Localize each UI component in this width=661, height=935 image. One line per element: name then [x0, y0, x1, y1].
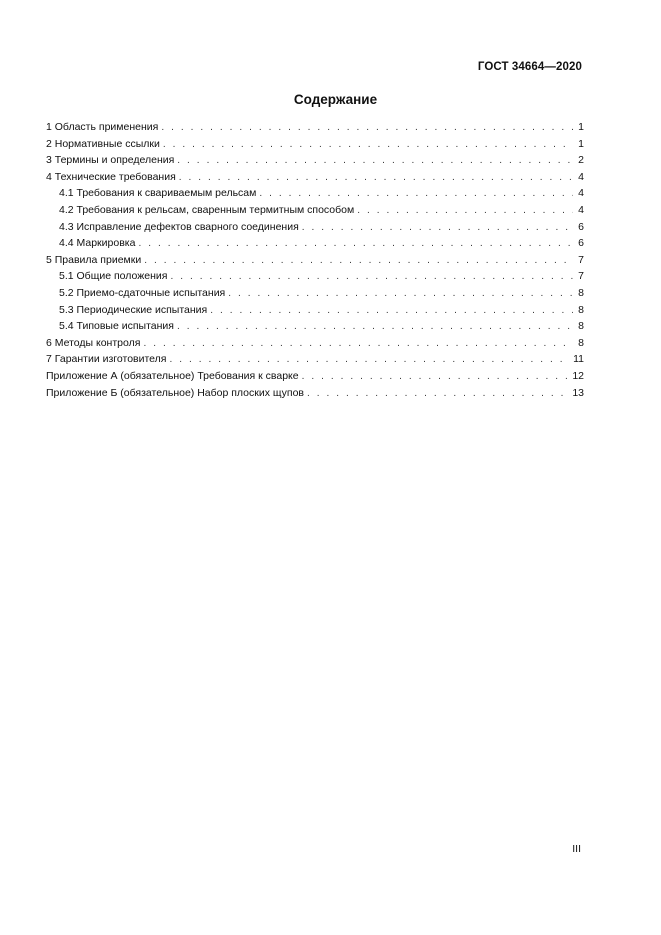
- toc-entry-label: 4.2 Требования к рельсам, сваренным термитным способом: [59, 203, 355, 216]
- toc-entry-page: 1: [578, 121, 584, 133]
- toc-entry-page: 12: [572, 369, 584, 382]
- toc-entry-page: 6: [578, 220, 584, 233]
- toc-subentry[interactable]: [46, 235, 584, 252]
- toc-entry-page: 7: [578, 253, 584, 266]
- toc-dot-leader: [302, 369, 570, 386]
- toc-entry-page: 4: [578, 170, 584, 183]
- toc-entry-label: 3 Термины и определения: [46, 154, 175, 167]
- toc-entry[interactable]: [46, 385, 584, 402]
- toc-entry-page: 8: [578, 320, 584, 333]
- toc-entry-label: 4.1 Требования к свариваемым рельсам: [59, 187, 257, 200]
- toc-entry-label: 5 Правила приемки: [46, 253, 142, 266]
- toc-entry-page: 8: [578, 286, 584, 299]
- toc-dot-leader: [177, 319, 573, 336]
- toc-entry-page: 1: [578, 137, 584, 150]
- toc-entry-label: 4.4 Маркировка: [59, 237, 136, 250]
- toc-entry-page: 6: [578, 237, 584, 250]
- toc-dot-leader: [161, 120, 573, 137]
- toc-dot-leader: [259, 186, 573, 203]
- toc-entry-label: 2 Нормативные ссылки: [46, 137, 160, 150]
- toc-title: Содержание: [293, 92, 378, 107]
- toc-entry[interactable]: [46, 351, 584, 368]
- toc-dot-leader: [302, 220, 573, 237]
- toc-entry-page: 8: [578, 303, 584, 316]
- toc-entry[interactable]: [46, 136, 584, 153]
- toc-list: [46, 119, 584, 401]
- toc-entry-label: Приложение Б (обязательное) Набор плоских щупов: [46, 386, 304, 399]
- toc-subentry[interactable]: [46, 202, 584, 219]
- toc-entry-label: 1 Область применения: [46, 121, 159, 133]
- toc-entry-label: 5.2 Приемо-сдаточные испытания: [59, 286, 226, 299]
- toc-dot-leader: [228, 286, 573, 303]
- toc-entry-label: 4.3 Исправление дефектов сварного соединения: [59, 220, 299, 233]
- toc-entry[interactable]: [46, 169, 584, 186]
- toc-dot-leader: [357, 203, 573, 220]
- toc-entry-page: 11: [573, 353, 584, 366]
- toc-dot-leader: [163, 137, 573, 154]
- toc-entry-page: 4: [578, 203, 584, 216]
- toc-entry[interactable]: [46, 335, 584, 352]
- toc-dot-leader: [144, 253, 573, 270]
- toc-subentry[interactable]: [46, 268, 584, 285]
- toc-subentry[interactable]: [46, 318, 584, 335]
- toc-entry-page: 2: [578, 154, 584, 167]
- toc-dot-leader: [169, 352, 570, 369]
- toc-entry-label: Приложение А (обязательное) Требования к сварке: [46, 369, 299, 382]
- toc-dot-leader: [143, 336, 573, 353]
- toc-entry-label: 4 Технические требования: [46, 170, 176, 183]
- document-code: ГОСТ 34664—2020: [477, 61, 582, 73]
- toc-entry-page: 7: [578, 270, 584, 283]
- toc-entry-page: 13: [572, 386, 584, 399]
- toc-entry-label: 5.3 Периодические испытания: [59, 303, 208, 316]
- toc-entry-page: 8: [578, 336, 584, 349]
- toc-entry-label: 6 Методы контроля: [46, 336, 141, 349]
- toc-entry-page: 4: [578, 187, 584, 200]
- toc-entry-label: 5.4 Типовые испытания: [59, 320, 174, 333]
- toc-entry-label: 5.1 Общие положения: [59, 270, 168, 283]
- toc-entry[interactable]: [46, 252, 584, 269]
- toc-entry-label: 7 Гарантии изготовителя: [46, 353, 167, 366]
- toc-dot-leader: [177, 153, 573, 170]
- toc-dot-leader: [179, 170, 573, 187]
- toc-subentry[interactable]: [46, 219, 584, 236]
- toc-dot-leader: [210, 303, 573, 320]
- toc-subentry[interactable]: [46, 302, 584, 319]
- toc-dot-leader: [138, 236, 573, 253]
- toc-dot-leader: [307, 386, 569, 403]
- toc-entry[interactable]: [46, 368, 584, 385]
- toc-subentry[interactable]: [46, 185, 584, 202]
- toc-subentry[interactable]: [46, 285, 584, 302]
- toc-entry[interactable]: [46, 152, 584, 169]
- page-number: III: [572, 843, 581, 855]
- toc-entry[interactable]: [46, 119, 584, 136]
- toc-dot-leader: [170, 269, 573, 286]
